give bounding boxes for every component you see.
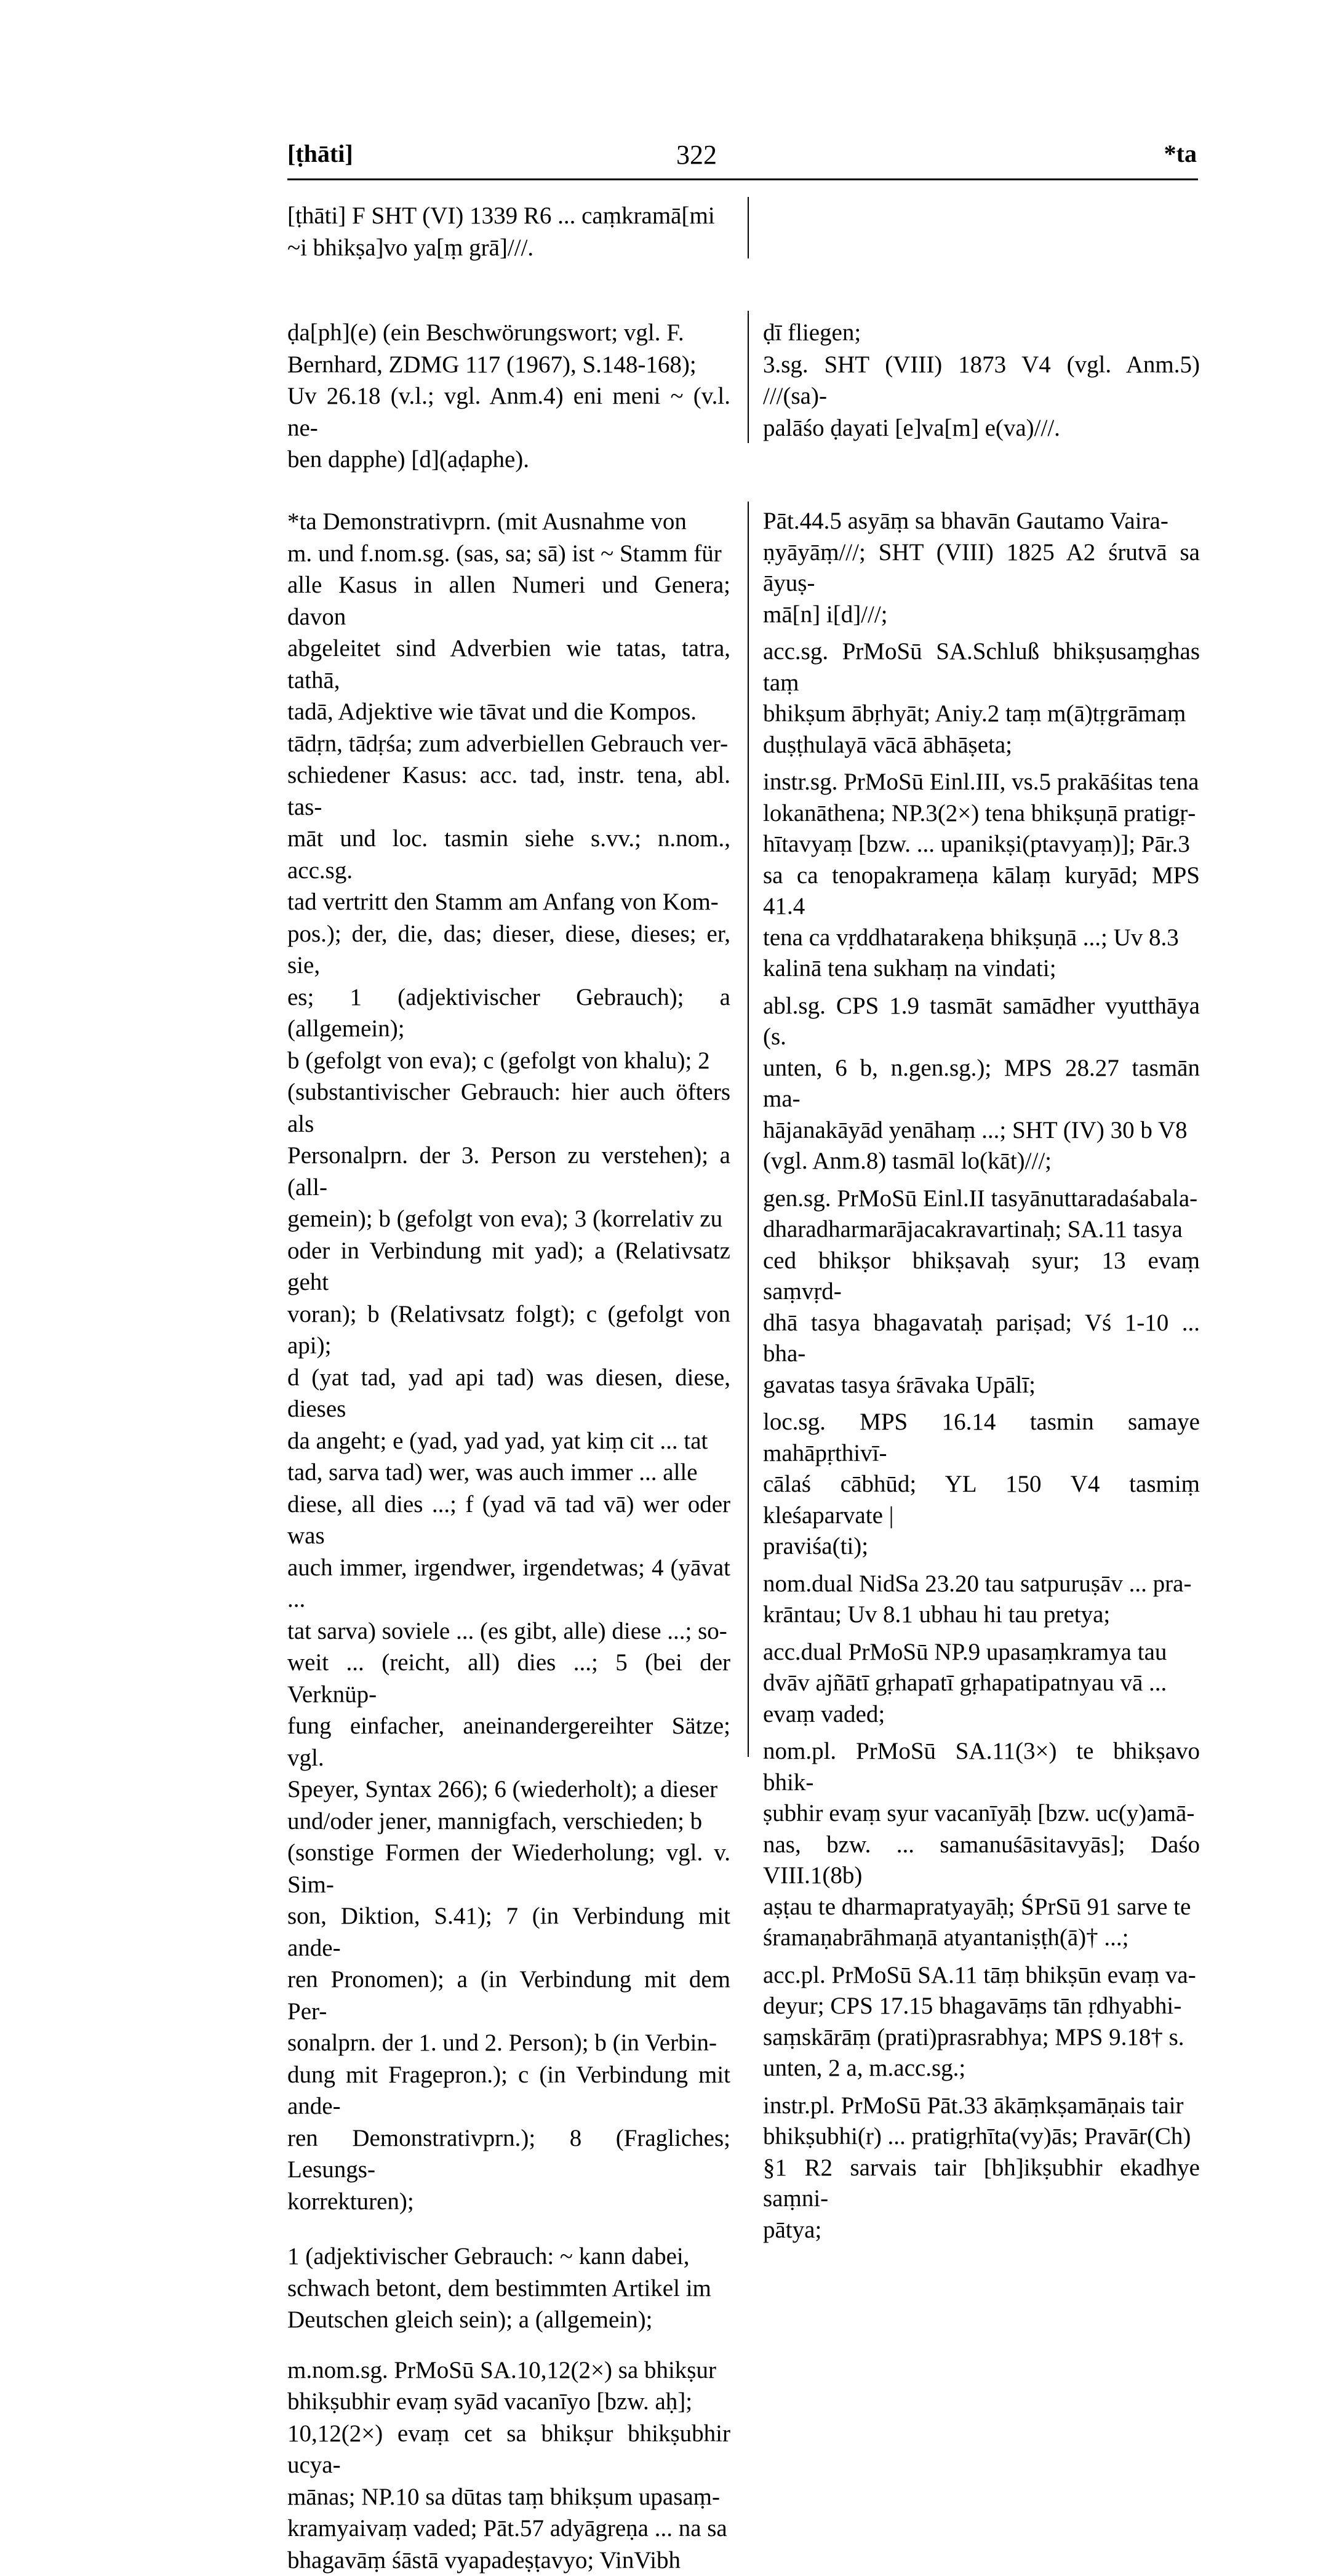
text-line: gavatas tasya śrāvaka Upālī; (763, 1370, 1200, 1401)
text-line: Bernhard, ZDMG 117 (1967), S.148-168); (287, 349, 730, 381)
text-line: unten, 6 b, n.gen.sg.); MPS 28.27 tasmān ma- (763, 1053, 1200, 1115)
text-line: dharadharmarājacakravartinaḥ; SA.11 tasya (763, 1214, 1200, 1246)
text-line: ced bhikṣor bhikṣavaḥ syur; 13 evaṃ saṃvṛd- (763, 1246, 1200, 1308)
text-line: ḍa[ph](e) (ein Beschwörungswort; vgl. F. (287, 317, 730, 349)
paragraph-gen-sg (763, 1183, 1200, 1401)
column-divider (748, 311, 749, 443)
text-line: bhagavāṃ śāstā vyapadeṣṭavyo; VinVibh (287, 2545, 730, 2576)
column-divider (748, 502, 749, 1757)
text-line: oder in Verbindung mit yad); a (Relativsatz geht (287, 1235, 730, 1298)
text-line: deyur; CPS 17.15 bhagavāṃs tān ṛdhyabhi- (763, 1991, 1200, 2022)
paragraph-instr-sg (763, 767, 1200, 985)
text-line: mānas; NP.10 sa dūtas taṃ bhikṣum upasaṃ- (287, 2481, 730, 2513)
text-line: dung mit Fragepron.); c (in Verbindung mit ande- (287, 2059, 730, 2122)
text-line: (substantivischer Gebrauch: hier auch öfters als (287, 1076, 730, 1140)
text-line: *ta Demonstrativprn. (mit Ausnahme von (287, 506, 730, 538)
text-line: hājanakāyād yenāhaṃ ...; SHT (IV) 30 b V8 (763, 1115, 1200, 1146)
text-line: gen.sg. PrMoSū Einl.II tasyānuttaradaśabala- (763, 1183, 1200, 1215)
text-line: Uv 26.18 (v.l.; vgl. Anm.4) eni meni ~ (v.l. ne- (287, 380, 730, 444)
text-line: dvāv ajñātī gṛhapatī gṛhapatipatnyau vā ... (763, 1668, 1200, 1699)
paragraph-nom-dual (763, 1569, 1200, 1631)
text-line: lokanāthena; NP.3(2×) tena bhikṣuṇā pratigṛ- (763, 798, 1200, 830)
entry-ta-right-column (763, 506, 1200, 2246)
text-line: nas, bzw. ... samanuśāsitavyās]; Daśo VIII.1(8b) (763, 1830, 1200, 1892)
text-line: Personalprn. der 3. Person zu verstehen); a (all- (287, 1140, 730, 1203)
paragraph-acc-dual (763, 1637, 1200, 1730)
text-line: diese, all dies ...; f (yad vā tad vā) wer oder was (287, 1489, 730, 1552)
text-line: gemein); b (gefolgt von eva); 3 (korrelativ zu (287, 1203, 730, 1235)
text-line: m.nom.sg. PrMoSū SA.10,12(2×) sa bhikṣur (287, 2354, 730, 2386)
text-line: Deutschen gleich sein); a (allgemein); (287, 2304, 730, 2336)
text-line: praviśa(ti); (763, 1531, 1200, 1562)
text-line: schiedener Kasus: acc. tad, instr. tena, abl. tas- (287, 759, 730, 823)
text-line: abgeleitet sind Adverbien wie tatas, tatra, tathā, (287, 633, 730, 696)
header-rule (287, 178, 1198, 180)
paragraph-nom-pl (763, 1736, 1200, 1954)
text-line: 1 (adjektivischer Gebrauch: ~ kann dabei, (287, 2241, 730, 2273)
text-line: evaṃ vaded; (763, 1699, 1200, 1730)
text-line: bhikṣubhir evaṃ syād vacanīyo [bzw. aḥ]; (287, 2386, 730, 2418)
running-head-left: [ṭhāti] (287, 139, 353, 168)
text-line: acc.pl. PrMoSū SA.11 tāṃ bhikṣūn evaṃ va- (763, 1960, 1200, 1991)
text-line: 3.sg. SHT (VIII) 1873 V4 (vgl. Anm.5) ///(sa)- (763, 349, 1200, 412)
text-line: korrekturen); (287, 2186, 730, 2218)
text-line: es; 1 (adjektivischer Gebrauch); a (allgemein); (287, 982, 730, 1045)
entry-ta-left-column (287, 506, 730, 2576)
text-line: unten, 2 a, m.acc.sg.; (763, 2053, 1200, 2084)
text-line: tena ca vṛddhatarakeṇa bhikṣuṇā ...; Uv 8.3 (763, 922, 1200, 954)
text-line: nom.pl. PrMoSū SA.11(3×) te bhikṣavo bhik- (763, 1736, 1200, 1798)
text-line: da angeht; e (yad, yad yad, yat kiṃ cit ... tat (287, 1425, 730, 1457)
text-line: (vgl. Anm.8) tasmāl lo(kāt)///; (763, 1146, 1200, 1177)
paragraph-abl-sg (763, 991, 1200, 1177)
text-line: bhikṣum ābṛhyāt; Aniy.2 taṃ m(ā)tṛgrāmaṃ (763, 698, 1200, 730)
text-line: [ṭhāti] F SHT (VI) 1339 R6 ... caṃkramā[mi (287, 200, 730, 232)
text-line: m. und f.nom.sg. (sas, sa; sā) ist ~ Stamm für (287, 538, 730, 570)
text-line: śramaṇabrāhmaṇā atyantaniṣṭh(ā)† ...; (763, 1922, 1200, 1954)
text-line: ḍī fliegen; (763, 317, 1200, 349)
entry-daphe (287, 317, 730, 476)
text-line: nom.dual NidSa 23.20 tau satpuruṣāv ... pra- (763, 1569, 1200, 1600)
text-line: kramyaivaṃ vaded; Pāt.57 adyāgreṇa ... na sa (287, 2513, 730, 2545)
text-line: Speyer, Syntax 266); 6 (wiederholt); a dieser (287, 1774, 730, 1806)
text-line: acc.dual PrMoSū NP.9 upasaṃkramya tau (763, 1637, 1200, 1668)
text-line: b (gefolgt von eva); c (gefolgt von khalu); 2 (287, 1045, 730, 1077)
text-line: saṃskārāṃ (prati)prasrabhya; MPS 9.18† s. (763, 2022, 1200, 2054)
paragraph-acc-pl (763, 1960, 1200, 2084)
text-line: loc.sg. MPS 16.14 tasmin samaye mahāpṛthivī- (763, 1407, 1200, 1469)
paragraph-loc-sg (763, 1407, 1200, 1562)
text-line: instr.pl. PrMoSū Pāt.33 ākāṃkṣamāṇais tair (763, 2090, 1200, 2122)
paragraph-acc-sg (763, 636, 1200, 761)
text-line: sa ca tenopakrameṇa kālaṃ kuryād; MPS 41.4 (763, 860, 1200, 922)
text-line: cālaś cābhūd; YL 150 V4 tasmiṃ kleśaparvate | (763, 1469, 1200, 1531)
text-line: palāśo ḍayati [e]va[m] e(va)///. (763, 412, 1200, 444)
entry-thati (287, 200, 730, 263)
text-line: hītavyaṃ [bzw. ... upanikṣi(ptavyaṃ)]; Pār.3 (763, 829, 1200, 860)
paragraph-pat-continuation (763, 506, 1200, 630)
running-head-right: *ta (1098, 139, 1197, 168)
text-line: mā[n] i[d]///; (763, 599, 1200, 631)
text-line: fung einfacher, aneinandergereihter Sätze; vgl. (287, 1710, 730, 1774)
text-line: und/oder jener, mannigfach, verschieden; b (287, 1806, 730, 1838)
text-line: ṣubhir evaṃ syur vacanīyāḥ [bzw. uc(y)amā- (763, 1798, 1200, 1830)
text-line: voran); b (Relativsatz folgt); c (gefolgt von api); (287, 1298, 730, 1362)
text-line: (sonstige Formen der Wiederholung; vgl. v. Sim- (287, 1837, 730, 1900)
text-line: tad vertritt den Stamm am Anfang von Kom- (287, 886, 730, 918)
paragraph-section-1 (287, 2241, 730, 2336)
text-line: ren Pronomen); a (in Verbindung mit dem Per- (287, 1964, 730, 2027)
text-line: māt und loc. tasmin siehe s.vv.; n.nom., acc.sg. (287, 823, 730, 886)
text-line: tadā, Adjektive wie tāvat und die Kompos. (287, 696, 730, 728)
text-line: ren Demonstrativprn.); 8 (Fragliches; Lesungs- (287, 2122, 730, 2186)
text-line: ben dapphe) [d](aḍaphe). (287, 444, 730, 476)
paragraph-m-nom-sg (287, 2354, 730, 2576)
text-line: alle Kasus in allen Numeri und Genera; davon (287, 569, 730, 633)
text-line: tādṛn, tādṛśa; zum adverbiellen Gebrauch ver- (287, 728, 730, 760)
text-line: kalinā tena sukhaṃ na vindati; (763, 953, 1200, 985)
text-line: sonalprn. der 1. und 2. Person); b (in Verbin- (287, 2027, 730, 2059)
entry-di (763, 317, 1200, 444)
text-line: §1 R2 sarvais tair [bh]ikṣubhir ekadhye saṃni- (763, 2153, 1200, 2215)
text-line: ~i bhikṣa]vo ya[ṃ grā]///. (287, 232, 730, 264)
text-line: tad, sarva tad) wer, was auch immer ... alle (287, 1457, 730, 1489)
text-line: bhikṣubhi(r) ... pratigṛhīta(vy)ās; Pravār(Ch) (763, 2121, 1200, 2153)
text-line: schwach betont, dem bestimmten Artikel im (287, 2273, 730, 2305)
text-line: pos.); der, die, das; dieser, diese, dieses; er, sie, (287, 918, 730, 982)
paragraph-instr-pl (763, 2090, 1200, 2246)
text-line: d (yat tad, yad api tad) was diesen, diese, dieses (287, 1362, 730, 1425)
text-line: pātya; (763, 2215, 1200, 2246)
text-line: tat sarva) soviele ... (es gibt, alle) diese ...; so- (287, 1615, 730, 1647)
paragraph-definition (287, 506, 730, 2217)
text-line: ṇyāyāṃ///; SHT (VIII) 1825 A2 śrutvā sa āyuṣ- (763, 537, 1200, 599)
text-line: Pāt.44.5 asyāṃ sa bhavān Gautamo Vaira- (763, 506, 1200, 537)
text-line: son, Diktion, S.41); 7 (in Verbindung mit ande- (287, 1900, 730, 1964)
text-line: abl.sg. CPS 1.9 tasmāt samādher vyutthāya (s. (763, 991, 1200, 1053)
text-line: 10,12(2×) evaṃ cet sa bhikṣur bhikṣubhir ucya- (287, 2418, 730, 2481)
text-line: aṣṭau te dharmapratyayāḥ; ŚPrSū 91 sarve te (763, 1892, 1200, 1923)
text-line: auch immer, irgendwer, irgendetwas; 4 (yāvat ... (287, 1552, 730, 1615)
text-line: krāntau; Uv 8.1 ubhau hi tau pretya; (763, 1599, 1200, 1631)
text-line: duṣṭhulayā vācā ābhāṣeta; (763, 730, 1200, 761)
text-line: instr.sg. PrMoSū Einl.III, vs.5 prakāśitas tena (763, 767, 1200, 798)
page-number: 322 (635, 139, 758, 170)
text-line: dhā tasya bhagavataḥ pariṣad; Vś 1-10 ... bha- (763, 1308, 1200, 1370)
text-line: acc.sg. PrMoSū SA.Schluß bhikṣusaṃghas taṃ (763, 636, 1200, 698)
text-line: weit ... (reicht, all) dies ...; 5 (bei der Verknüp- (287, 1647, 730, 1710)
column-divider (748, 197, 749, 258)
